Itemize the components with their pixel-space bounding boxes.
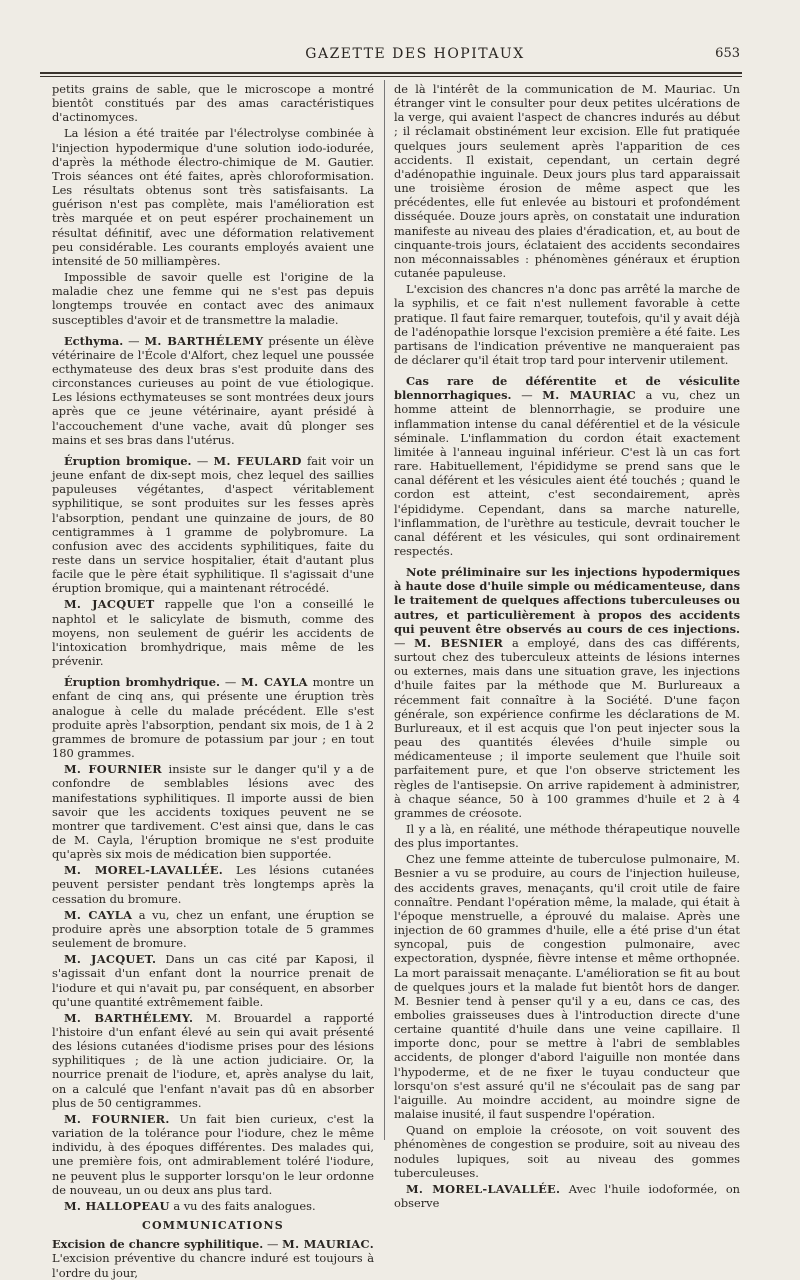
paragraph: La lésion a été traitée par l'électrolyse combinée à l'injection hypodermique d'une solution iodo-iodurée, d'après la méthode électro-chimique de M. Gautier. Trois séances ont été faites, après chloroformisation. Les résultats obtenus sont très satisfaisants. La guérison n'est pas complète, mais l'amélioration est très marquée et on peut espérer prochainement un résultat définitif, avec une déformation relativement peu considérable. Les courants employés avaient une intensité de 50 milliampères. bbox=[52, 126, 374, 268]
section-heading: Ecthyma. bbox=[64, 333, 124, 348]
right-column bbox=[394, 82, 741, 1211]
author-name: M. HALLOPEAU bbox=[64, 1198, 170, 1213]
author-name: M. FEULARD bbox=[213, 453, 302, 468]
remark-text: Un fait bien curieux, c'est la variation de la tolérance pour l'iodure, chez le même individu, à des époques différentes. Des malades qui, une première fois, ont admirablement toléré l'iodure, ne peuvent plus le supporter lorsqu'on le leur ordonne de nouveau, un ou deux ans plus tard. bbox=[52, 1111, 374, 1197]
author-name: M. CAYLA bbox=[64, 907, 133, 922]
header-rule-thin bbox=[40, 76, 742, 77]
remark-paragraph bbox=[394, 1182, 740, 1210]
paragraph: L'excision des chancres n'a donc pas arrêté la marche de la syphilis, et ce fait n'est nullement favorable à cette pratique. Il faut faire remarquer, toutefois, qu'il y avait déjà de l'adénopathie lorsque l'excision première a été faite. Les partisans de l'indication préventive ne manqueraient pas de déclarer qu'il était trop tard pour intervenir utilement. bbox=[394, 282, 740, 367]
header-rule bbox=[40, 72, 742, 74]
page-number: 653 bbox=[715, 46, 740, 61]
remark-paragraph bbox=[52, 597, 374, 668]
remark-paragraph bbox=[52, 908, 374, 950]
section-text: a vu, chez un homme atteint de blennorrhagie, se produire une inflammation intense du canal déférentiel et de la vésicule séminale. L'inflammation du cordon était exactement limitée à l'anneau inguinal inférieur. C'est là un cas fort rare. Habituellement, l'épididyme se prend sans que le canal déférent et les vésicules aient été touchés ; quand le cordon est atteint, c'est secondairement, après l'épididyme. Cependant, dans sa marche naturelle, l'inflammation, de l'urèthre au testicule, devrait toucher le canal déférent et les vésicules, qui sont ordinairement respectés. bbox=[394, 388, 740, 558]
left-column bbox=[52, 82, 375, 1280]
section-heading: Éruption bromique. bbox=[64, 453, 192, 468]
author-name: M. BARTHÉLEMY. bbox=[64, 1010, 194, 1025]
author-name: M. FOURNIER. bbox=[64, 1111, 170, 1126]
remark-paragraph bbox=[52, 863, 374, 905]
eruption-bromique-section: Éruption bromique. — M. FEULARD fait voir un jeune enfant de dix-sept mois, chez lequel des saillies papuleuses végétantes, d'aspect véritablement syphilitique, se sont produites sur les fesses après l'absorption, pendant une quinzaine de jours, de 80 centigrammes à 1 gramme de polybromure. La confusion avec des accidents syphilitiques, faite du reste dans un service hospitalier, était d'autant plus facile que le père était syphilitique. Il s'agissait d'une éruption bromique, qui a maintenant rétrocédé. bbox=[52, 453, 374, 596]
remark-paragraph bbox=[52, 762, 374, 861]
author-name: M. MOREL-LAVALLÉE. bbox=[406, 1181, 561, 1196]
remark-paragraph bbox=[52, 1112, 374, 1197]
author-name: M. MOREL-LAVALLÉE. bbox=[64, 863, 223, 878]
paragraph: de là l'intérêt de la communication de M. Mauriac. Un étranger vint le consulter pour deux petites ulcérations de la verge, qui avaient l'aspect de chancres indurés au début ; il réclamait obstinément leur excision. Elle fut pratiquée quelques jours seulement après l'apparition de ces accidents. Il existait, cependant, un certain degré d'adénopathie inguinale. Deux jours plus tard apparaissait une troisième érosion de même aspect que les précédentes, elle fut enlevée au bistouri et profondément disséquée. Douze jours après, on constatait une induration manifeste au niveau des plaies d'éradication, et, au bout de cinquante-trois jours, éclataient des accidents secondaires non méconnaissables : phénomènes généraux et éruption cutanée papuleuse. bbox=[394, 82, 740, 281]
section-text: présente un élève vétérinaire de l'École d'Alfort, chez lequel une poussée ecthymateuse des deux bras s'est produite dans des circonstances curieuses au point de vue étiologique. Les lésions ecthymateuses se sont montrées deux jours après que ce jeune vétérinaire, ayant présidé à l'accouchement d'une vache, avait dû plonger ses mains et ses bras dans l'utérus. bbox=[52, 333, 374, 447]
author-name: M. BARTHÉLEMY bbox=[144, 333, 264, 348]
remark-text: insiste sur le danger qu'il y a de confondre de semblables lésions avec des manifestations syphilitiques. Il importe aussi de bien savoir que les accidents toxiques peuvent ne se montrer que tardivement. C'est ainsi que, dans le cas de M. Cayla, l'éruption bromique ne s'est produite qu'après six mois de médication bien supportée. bbox=[52, 762, 374, 862]
remark-text: Avec l'huile iodoformée, on observe bbox=[394, 1181, 741, 1211]
author-name: M. CAYLA bbox=[241, 675, 308, 690]
paragraph: Il y a là, en réalité, une méthode thérapeutique nouvelle des plus importantes. bbox=[394, 821, 740, 851]
remark-paragraph bbox=[52, 1199, 374, 1213]
paragraph: Chez une femme atteinte de tuberculose pulmonaire, M. Besnier a vu se produire, au cours de l'injection huileuse, des accidents graves, menaçants, qu'il croit utile de faire connaître. Pendant l'opération même, la malade, qui était à l'époque menstruelle, a éprouvé du malaise. Après une injection de 60 grammes d'huile, elle a été prise d'un état syncopal, puis de congestion pulmonaire, avec expectoration, dyspnée, fièvre intense et même orthopnée. La mort paraissait menaçante. L'amélioration se fit au bout de quelques jours et la malade fut bientôt hors de danger. M. Besnier tend à penser qu'il y a eu, dans ce cas, des embolies graisseuses dues à l'introduction directe d'une certaine quantité d'huile dans une veine capillaire. Il importe donc, pour se mettre à l'abri de semblables accidents, de plonger d'abord l'aiguille non montée dans l'hypoderme, et de ne fixer le tuyau conducteur que lorsqu'on s'est assuré qu'il ne s'écoulait pas de sang par l'aiguille. Au moindre accident, au moindre signe de malaise inusité, il faut suspendre l'opération. bbox=[394, 852, 740, 1122]
page-header bbox=[40, 44, 740, 68]
author-name: M. JACQUET. bbox=[64, 952, 157, 967]
author-name: M. JACQUET bbox=[64, 597, 155, 612]
remark-paragraph bbox=[52, 952, 374, 1009]
remark-text: a vu des faits analogues. bbox=[173, 1198, 316, 1213]
author-name: M. BESNIER bbox=[414, 635, 504, 650]
remark-text: Dans un cas cité par Kaposi, il s'agissait d'un enfant dont la nourrice prenait de l'iodure et qui n'avait pu, par conséquent, en absorber qu'une quantité extrêmement faible. bbox=[52, 952, 375, 1009]
paragraph: Quand on emploie la créosote, on voit souvent des phénomènes de congestion se produire, soit au niveau des nodules lupiques, soit au niveau des gommes tuberculeuses. bbox=[394, 1123, 740, 1180]
deferentite-section: Cas rare de déférentite et de vésiculite blennorrhagiques. — M. MAURIAC a vu, chez un homme atteint de blennorrhagie, se produire une inflammation intense du canal déférentiel et de la vésicule séminale. L'inflammation du cordon était exactement limitée à l'anneau inguinal inférieur. C'est là un cas fort rare. Habituellement, l'épididyme se prend sans que le canal déférent et les vésicules aient été touchés ; quand le cordon est atteint, c'est secondairement, après l'épididyme. Cependant, dans sa marche naturelle, l'inflammation, de l'urèthre au testicule, devrait toucher le canal déférent et les vésicules, qui sont ordinairement respectés. bbox=[394, 374, 740, 558]
remark-paragraph bbox=[52, 1011, 374, 1110]
section-heading: Note préliminaire sur les injections hypodermiques à haute dose d'huile simple ou médicamenteuse, dans le traitement de quelques affections tuberculeuses ou autres, et particulièrement à propos des accidents qui peuvent être observés au cours de ces injections. bbox=[394, 565, 740, 636]
column-divider bbox=[384, 80, 385, 1140]
journal-title: GAZETTE DES HOPITAUX bbox=[305, 46, 525, 62]
section-text: fait voir un jeune enfant de dix-sept mois, chez lequel des saillies papuleuses végétantes, d'aspect véritablement syphilitique, se sont produites sur les fesses après l'absorption, pendant une quinzaine de jours, de 80 centigrammes à 1 gramme de polybromure. La confusion avec des accidents syphilitiques, faite du reste dans un service hospitalier, était d'autant plus facile que le père était syphilitique. Il s'agissait d'une éruption bromique, qui a maintenant rétrocédé. bbox=[52, 453, 374, 596]
paragraph: petits grains de sable, que le microscope a montré bientôt constitués par des amas caractéristiques d'actinomyces. bbox=[52, 82, 374, 125]
author-name: M. MAURIAC. bbox=[282, 1237, 374, 1252]
remark-text: M. Brouardel a rapporté l'histoire d'un enfant élevé au sein qui avait présenté des lésions cutanées d'iodisme prises pour des lésions syphilitiques ; de là une action judiciaire. Or, la nourrice prenait de l'iodure, et, après analyse du lait, on a calculé que l'enfant n'avait pas dû en absorber plus de 50 centigrammes. bbox=[52, 1010, 374, 1110]
excision-section: Excision de chancre syphilitique. — M. MAURIAC. L'excision préventive du chancre induré est toujours à l'ordre du jour, bbox=[52, 1237, 374, 1280]
section-text: a employé, dans des cas différents, surtout chez des tuberculeux atteints de lésions internes ou externes, mais dans une situation grave, les injections d'huile faites par la méthode que M. Burlureaux a récemment fait connaître à la Société. D'une façon générale, son expérience confirme les déclarations de M. Burlureaux, et il est acquis que l'on peut injecter sous la peau des quantités élevées d'huile simple ou médicamenteuse ; il importe seulement que l'huile soit parfaitement pure, et que l'on observe strictement les règles de l'antisepsie. On arrive rapidement à administrer, à chaque séance, 50 à 100 grammes d'huile et 2 à 4 grammes de créosote. bbox=[394, 635, 740, 820]
author-name: M. FOURNIER bbox=[64, 762, 163, 777]
remark-text: rappelle que l'on a conseillé le naphtol et le salicylate de bismuth, comme des moyens, non seulement de guérir les accidents de l'intoxication bromhydrique, mais même de les prévenir. bbox=[52, 597, 374, 669]
communications-title: COMMUNICATIONS bbox=[142, 1219, 284, 1233]
paragraph: Impossible de savoir quelle est l'origine de la maladie chez une femme qui ne s'est pas depuis longtemps trouvée en contact avec des animaux susceptibles d'avoir et de transmettre la maladie. bbox=[52, 270, 374, 327]
note-section: Note préliminaire sur les injections hypodermiques à haute dose d'huile simple ou médicamenteuse, dans le traitement de quelques affections tuberculeuses ou autres, et particulièrement à propos des accidents qui peuvent être observés au cours de ces injections. — M. BESNIER a employé, dans des cas différents, surtout chez des tuberculeux atteints de lésions internes ou externes, mais dans une situation grave, les injections d'huile faites par la méthode que M. Burlureaux a récemment fait connaître à la Société. D'une façon générale, son expérience confirme les déclarations de M. Burlureaux, et il est acquis que l'on peut injecter sous la peau des quantités élevées d'huile simple ou médicamenteuse ; il importe seulement que l'huile soit parfaitement pure, et que l'on observe strictement les règles de l'antisepsie. On arrive rapidement à administrer, à chaque séance, 50 à 100 grammes d'huile et 2 à 4 grammes de créosote. bbox=[394, 565, 740, 820]
section-heading: Excision de chancre syphilitique. bbox=[52, 1237, 264, 1252]
remark-text: a vu, chez un enfant, une éruption se produire après une absorption totale de 5 grammes seulement de bromure. bbox=[52, 907, 374, 951]
section-text: montre un enfant de cinq ans, qui présente une éruption très analogue à celle du malade précédent. Elle s'est produite après l'absorption, pendant six mois, de 1 à 2 grammes de bromure de potassium par jour ; en tout 180 grammes. bbox=[52, 675, 375, 761]
section-heading: Éruption bromhydrique. bbox=[64, 675, 220, 690]
section-heading: Cas rare de déférentite et de vésiculite blennorrhagiques. bbox=[394, 374, 740, 403]
remark-text: Les lésions cutanées peuvent persister pendant très longtemps après la cessation du bromure. bbox=[52, 863, 374, 906]
author-name: M. MAURIAC bbox=[542, 388, 636, 403]
section-text: L'excision préventive du chancre induré est toujours à l'ordre du jour, bbox=[52, 1251, 374, 1280]
ecthyma-section: Ecthyma. — M. BARTHÉLEMY présente un élève vétérinaire de l'École d'Alfort, chez lequel une poussée ecthymateuse des deux bras s'est produite dans des circonstances curieuses au point de vue étiologique. Les lésions ecthymateuses se sont montrées deux jours après que ce jeune vétérinaire, ayant présidé à l'accouchement d'une vache, avait dû plonger ses mains et ses bras dans l'utérus. bbox=[52, 333, 374, 447]
eruption-bromhydrique-section: Éruption bromhydrique. — M. CAYLA montre un enfant de cinq ans, qui présente une éruption très analogue à celle du malade précédent. Elle s'est produite après l'absorption, pendant six mois, de 1 à 2 grammes de bromure de potassium par jour ; en tout 180 grammes. bbox=[52, 675, 375, 761]
